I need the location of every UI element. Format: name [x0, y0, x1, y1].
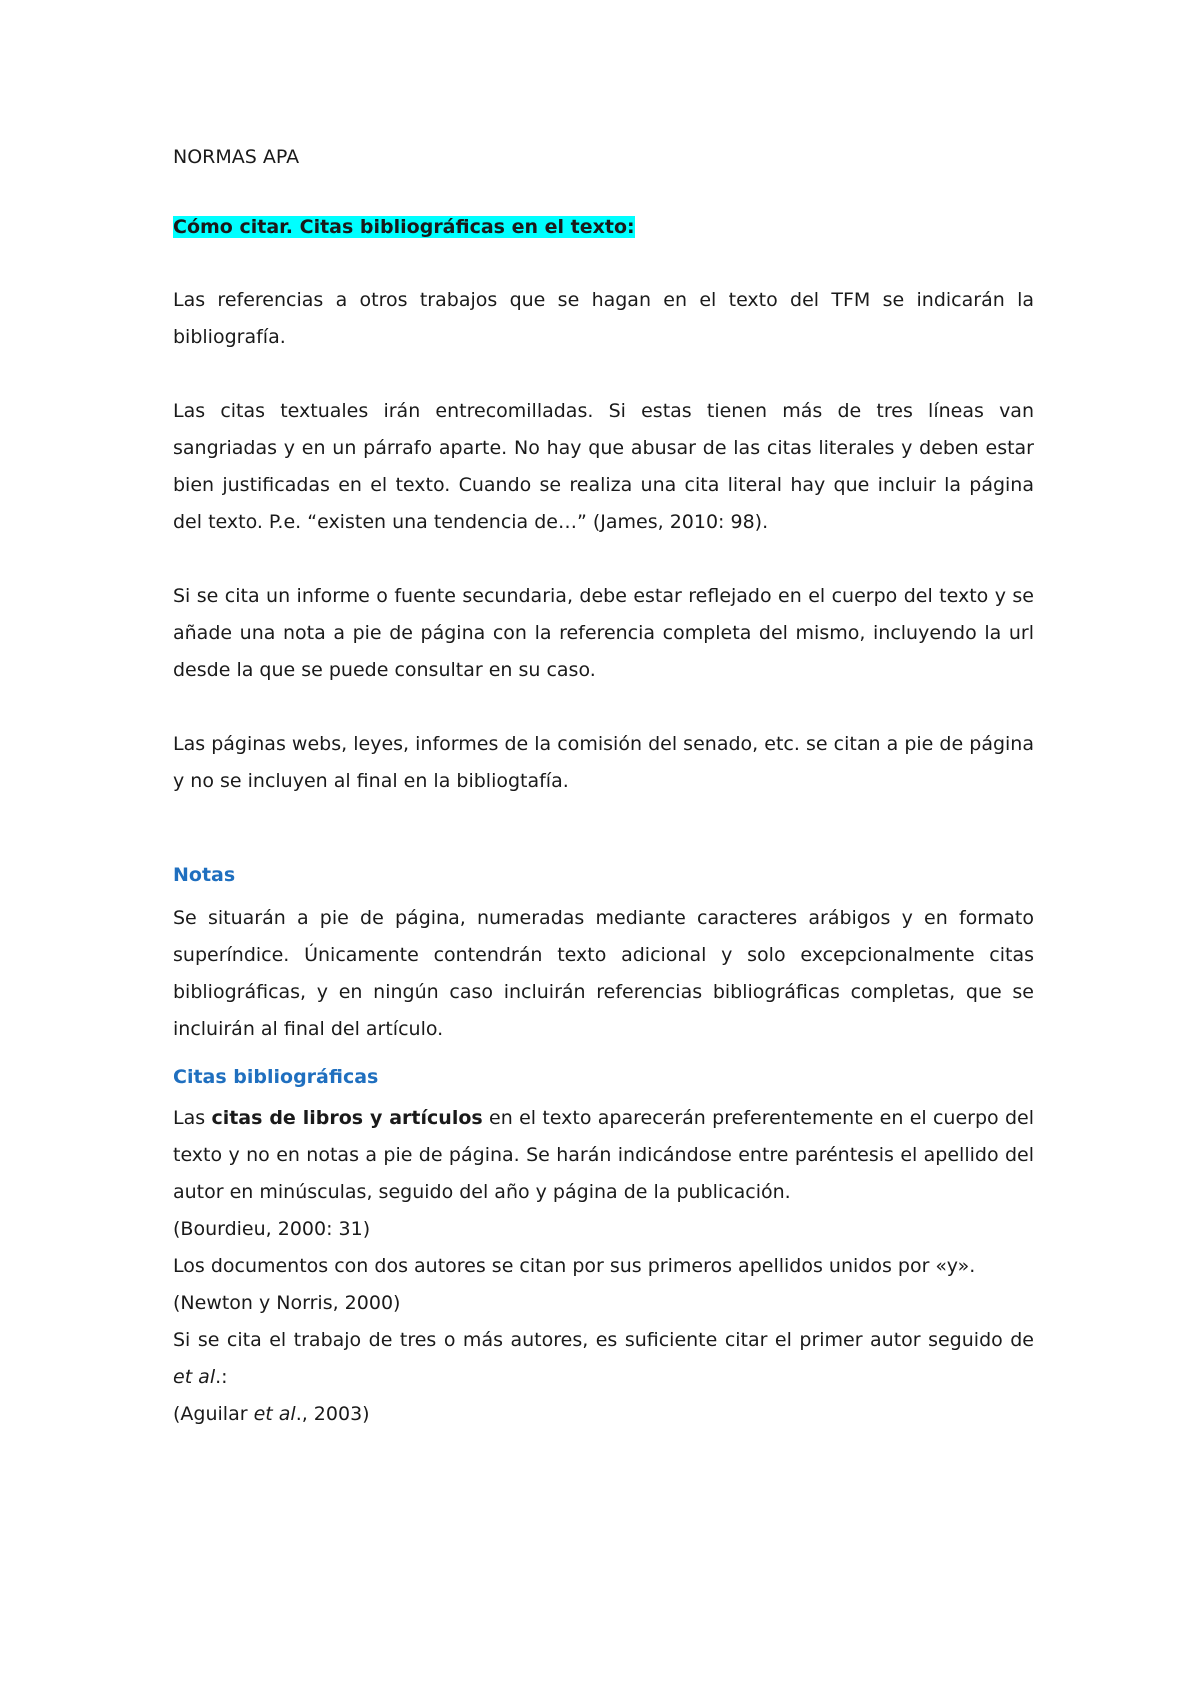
intro-paragraph-3: Si se cita un informe o fuente secundaria, debe estar reflejado en el cuerpo del texto y se añade una nota a pie de página con la referencia completa del mismo, incluyendo la url desde la que se puede consultar en su caso. [173, 585, 1034, 681]
notas-heading: Notas [173, 864, 236, 886]
citas-paragraph-3 [173, 1322, 1034, 1396]
intro-paragraph-2: Las citas textuales irán entrecomilladas. Si estas tienen más de tres líneas van sangriadas y en un párrafo aparte. No hay que abusar de las citas literales y deben estar bien justificadas en el texto. Cuando se realiza una cita literal hay que incluir la página del texto. P.e. “existen una tendencia de…” (James, 2010: 98). [173, 400, 1034, 533]
citas-example-1: (Bourdieu, 2000: 31) [173, 1218, 371, 1240]
citas-p3-after: .: [215, 1366, 228, 1388]
citas-p1-bold: citas de libros y artículos [211, 1107, 483, 1129]
citas-example-2: (Newton y Norris, 2000) [173, 1292, 401, 1314]
citas-p3-before: Si se cita el trabajo de tres o más autores, es suficiente citar el primer autor seguido de [173, 1329, 1034, 1351]
intro-paragraph-4: Las páginas webs, leyes, informes de la comisión del senado, etc. se citan a pie de página y no se incluyen al final en la bibliogtafía. [173, 733, 1034, 792]
citas-heading: Citas bibliográficas [173, 1066, 379, 1088]
citas-p3-italic: et al [173, 1366, 216, 1388]
citas-example-3 [173, 1396, 1034, 1433]
document-title: NORMAS APA [173, 146, 300, 168]
citas-ex3-after: ., 2003) [295, 1403, 370, 1425]
citas-p1-after: en el texto aparecerán preferentemente en el cuerpo del texto y no en notas a pie de página. Se harán indicándose entre paréntesis el apellido del autor en minúsculas, seguido del año y página de la publicación. [173, 1107, 1035, 1203]
notas-paragraph: Se situarán a pie de página, numeradas mediante caracteres arábigos y en formato superíndice. Únicamente contendrán texto adicional y solo excepcionalmente citas bibliográficas, y en ningún caso incluirán referencias bibliográficas completas, que se incluirán al final del artículo. [173, 907, 1034, 1040]
citas-p1-before: Las [173, 1107, 212, 1129]
intro-paragraph-1: Las referencias a otros trabajos que se hagan en el texto del TFM se indicarán la bibliografía. [173, 289, 1034, 348]
highlighted-heading-text: Cómo citar. Citas bibliográficas en el texto: [173, 216, 635, 238]
highlighted-heading [173, 212, 1034, 242]
citas-paragraph-2: Los documentos con dos autores se citan por sus primeros apellidos unidos por «y». [173, 1255, 976, 1277]
citas-ex3-italic: et al [253, 1403, 296, 1425]
citas-ex3-before: (Aguilar [173, 1403, 254, 1425]
citas-paragraph-1 [173, 1100, 1034, 1211]
